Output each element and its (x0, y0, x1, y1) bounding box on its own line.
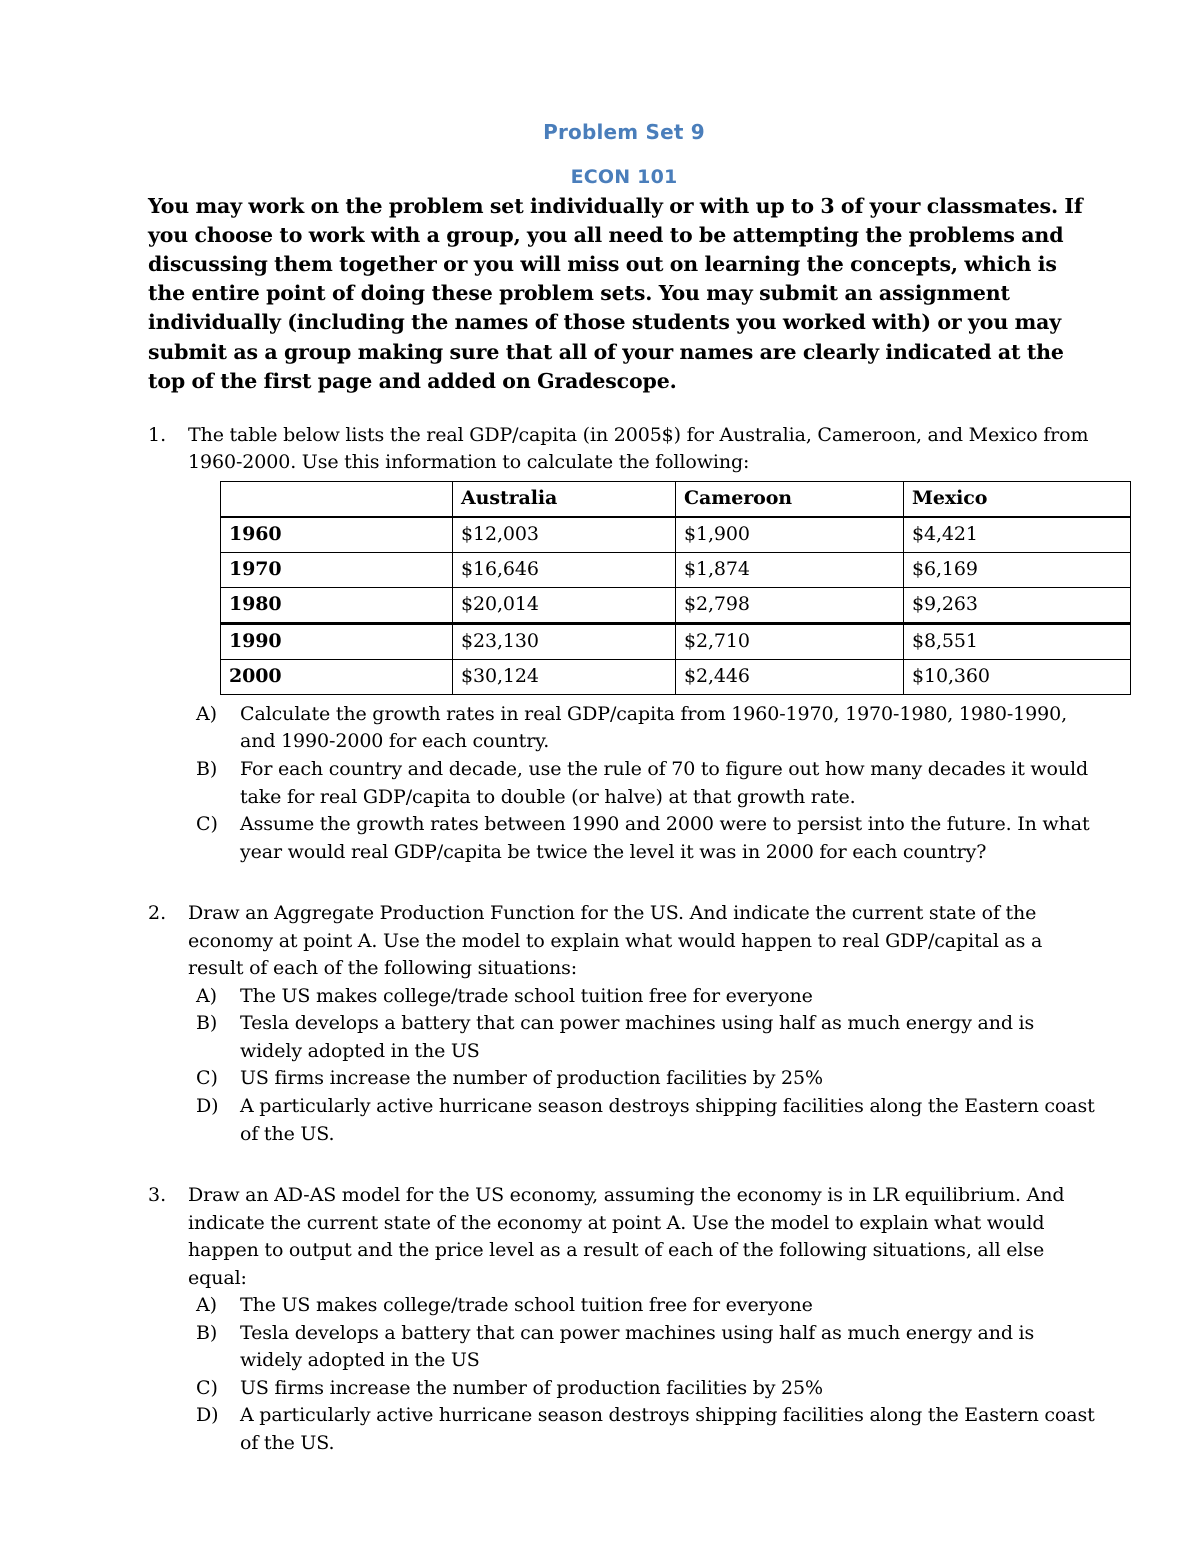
subitem-letter: D) (196, 1094, 219, 1117)
question-2-subitem-b (196, 1010, 1100, 1065)
subitem-letter: A) (196, 1294, 217, 1317)
question-list (148, 422, 1100, 1458)
question-3-subitem-c (196, 1375, 1100, 1403)
cell-australia: $16,646 (453, 552, 676, 587)
cell-mexico: $10,360 (904, 659, 1131, 694)
subitem-text: US firms increase the number of production facilities by 25% (240, 1376, 823, 1399)
question-3-subitems (188, 1292, 1100, 1457)
cell-mexico: $8,551 (904, 623, 1131, 659)
subitem-letter: B) (196, 1321, 218, 1344)
subitem-text: For each country and decade, use the rule of 70 to figure out how many decades it would take for real GDP/capita to double (or halve) at that growth rate. (240, 757, 1089, 808)
subitem-text: Assume the growth rates between 1990 and 2000 were to persist into the future. In what year would real GDP/capita be twice the level it was in 2000 for each country? (240, 813, 1090, 863)
gdp-table-container (220, 481, 1100, 695)
subitem-letter: D) (196, 1404, 219, 1427)
question-2-subitem-a (196, 983, 1100, 1011)
table-row (221, 587, 1131, 623)
cell-australia: $30,124 (453, 659, 676, 694)
subitem-letter: C) (196, 1376, 218, 1399)
question-3-subitem-a (196, 1292, 1100, 1320)
question-1 (148, 422, 1100, 866)
cell-australia: $12,003 (453, 517, 676, 553)
question-3-text: Draw an AD-AS model for the US economy, assuming the economy is in LR equilibrium. And indicate the current state of the economy at point A. Use the model to explain what would happen to output and the price level as a result of each of the following situations, all else equal: (188, 1184, 1065, 1289)
subitem-text: A particularly active hurricane season destroys shipping facilities along the Eastern coast of the US. (240, 1094, 1095, 1145)
question-1-subitem-b (196, 756, 1100, 811)
question-2-number: 2. (148, 902, 167, 925)
table-row (221, 517, 1131, 553)
cell-mexico: $6,169 (904, 552, 1131, 587)
question-1-subitem-c (196, 811, 1100, 866)
subitem-text: Tesla develops a battery that can power machines using half as much energy and is widely adopted in the US (240, 1321, 1035, 1372)
subitem-letter: C) (196, 1067, 218, 1090)
subitem-text: Tesla develops a battery that can power machines using half as much energy and is widely adopted in the US (240, 1012, 1035, 1062)
question-1-text: The table below lists the real GDP/capita (in 2005$) for Australia, Cameroon, and Mexico from 1960-2000. Use this information to calculate the following: (188, 423, 1089, 474)
table-col-header-australia: Australia (453, 481, 676, 517)
question-1-subitems (188, 701, 1100, 866)
cell-mexico: $4,421 (904, 517, 1131, 553)
question-1-subitem-a (196, 701, 1100, 756)
table-row (221, 659, 1131, 694)
table-header-row (221, 481, 1131, 517)
cell-australia: $23,130 (453, 623, 676, 659)
table-col-header-mexico: Mexico (904, 481, 1131, 517)
cell-year: 1980 (221, 587, 453, 623)
question-3-subitem-b (196, 1320, 1100, 1375)
question-2-subitem-d (196, 1093, 1100, 1148)
course-subtitle: ECON 101 (570, 166, 678, 188)
question-2-subitem-c (196, 1065, 1100, 1093)
table-col-header-blank (221, 481, 453, 517)
cell-australia: $20,014 (453, 587, 676, 623)
page-title: Problem Set 9 (543, 120, 705, 144)
instructions-paragraph: You may work on the problem set individually or with up to 3 of your classmates. If you choose to work with a group, you all need to be attempting the problems and discussing them together or you will miss out on learning the concepts, which is the entire point of doing these problem sets. You may submit an assignment individually (including the names of those students you worked with) or you may submit as a group making sure that all of your names are clearly indicated at the top of the first page and added on Gradescope. (148, 194, 1083, 393)
subitem-text: A particularly active hurricane season destroys shipping facilities along the Eastern coast of the US. (240, 1404, 1095, 1454)
subitem-text: US firms increase the number of production facilities by 25% (240, 1067, 823, 1090)
table-row (221, 552, 1131, 587)
cell-year: 1970 (221, 552, 453, 587)
question-2 (148, 900, 1100, 1148)
question-3 (148, 1182, 1100, 1457)
table-col-header-cameroon: Cameroon (676, 481, 904, 517)
cell-year: 1960 (221, 517, 453, 553)
question-2-subitems (188, 983, 1100, 1148)
cell-year: 1990 (221, 623, 453, 659)
subitem-letter: A) (196, 702, 217, 725)
question-1-number: 1. (148, 423, 167, 446)
subitem-letter: C) (196, 813, 218, 836)
subitem-letter: B) (196, 1012, 218, 1035)
question-3-subitem-d (196, 1402, 1100, 1457)
cell-cameroon: $1,874 (676, 552, 904, 587)
subitem-letter: A) (196, 984, 217, 1007)
cell-year: 2000 (221, 659, 453, 694)
cell-mexico: $9,263 (904, 587, 1131, 623)
subitem-letter: B) (196, 757, 218, 780)
table-row (221, 623, 1131, 659)
question-2-text: Draw an Aggregate Production Function for the US. And indicate the current state of the economy at point A. Use the model to explain what would happen to real GDP/capital as a result of each of the following situations: (188, 902, 1043, 980)
cell-cameroon: $2,710 (676, 623, 904, 659)
cell-cameroon: $1,900 (676, 517, 904, 553)
subitem-text: Calculate the growth rates in real GDP/capita from 1960-1970, 1970-1980, 1980-1990, and 1990-2000 for each country. (240, 702, 1068, 753)
cell-cameroon: $2,446 (676, 659, 904, 694)
subitem-text: The US makes college/trade school tuition free for everyone (240, 984, 813, 1007)
cell-cameroon: $2,798 (676, 587, 904, 623)
subitem-text: The US makes college/trade school tuition free for everyone (240, 1294, 813, 1317)
gdp-per-capita-table (220, 481, 1131, 695)
question-3-number: 3. (148, 1184, 167, 1207)
